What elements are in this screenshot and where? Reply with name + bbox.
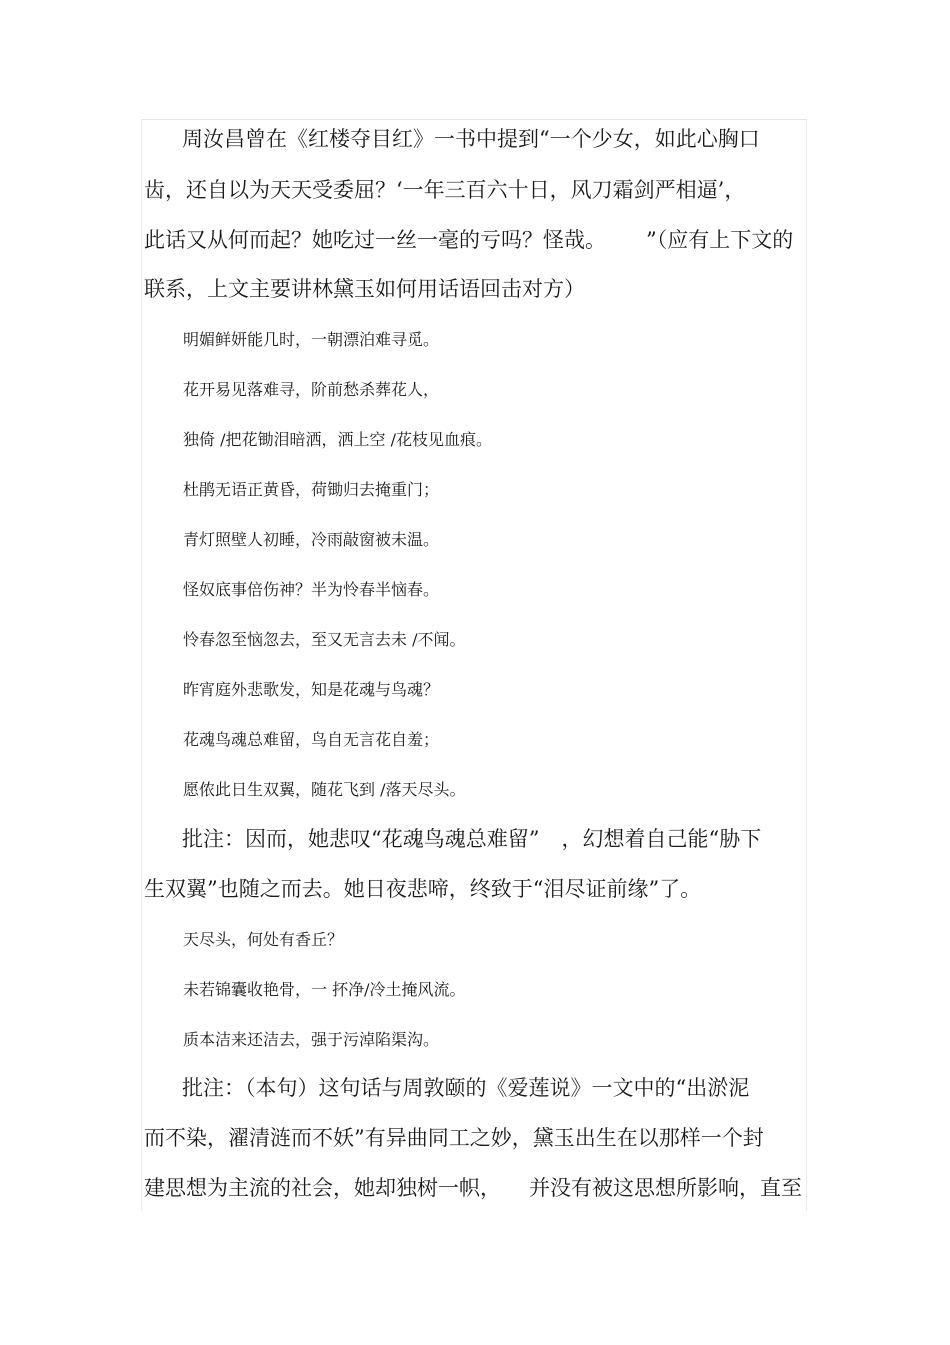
annotation-1-line-1b: ，幻想着自己能“胁下 xyxy=(561,827,762,851)
poem-line: 青灯照壁人初睡，冷雨敲窗被未温。 xyxy=(183,530,440,549)
intro-line-3a: 此话又从何而起？她吃过一丝一毫的亏吗？怪哉。 xyxy=(144,228,606,252)
poem-line: 怜春忽至恼忽去，至又无言去未 /不闻。 xyxy=(183,630,466,649)
poem-line: 独倚 /把花锄泪暗洒，洒上空 /花枝见血痕。 xyxy=(183,430,492,449)
intro-line-4: 联系，上文主要讲林黛玉如何用话语回击对方） xyxy=(144,277,585,301)
annotation-2-line-2: 而不染，濯清涟而不妖”有异曲同工之妙，黛玉出生在以那样一个封 xyxy=(144,1126,764,1150)
annotation-1-line-2: 生双翼”也随之而去。她日夜悲啼，终致于“泪尽证前缘”了。 xyxy=(144,877,702,901)
poem-line: 天尽头，何处有香丘？ xyxy=(183,930,344,949)
annotation-2-line-3a: 建思想为主流的社会，她却独树一帜， xyxy=(144,1176,501,1200)
poem-line: 质本洁来还洁去，强于污淖陷渠沟。 xyxy=(183,1030,440,1049)
annotation-1-line-1 xyxy=(182,829,761,850)
annotation-1-line-1a: 批注：因而，她悲叹“花魂鸟魂总难留” xyxy=(182,827,540,851)
poem-line: 愿侬此日生双翼，随花飞到 /落天尽头。 xyxy=(183,780,466,799)
poem-line: 未若锦囊收艳骨，一 抔净/冷土掩风流。 xyxy=(183,980,466,999)
intro-line-3b: ”（应有上下文的 xyxy=(646,228,794,252)
poem-line: 花开易见落难寻，阶前愁杀葬花人， xyxy=(183,380,440,399)
poem-line: 花魂鸟魂总难留，鸟自无言花自羞； xyxy=(183,730,440,749)
intro-line-1: 周汝昌曾在《红楼夺目红》一书中提到“一个少女，如此心胸口 xyxy=(182,127,760,151)
annotation-2-line-3b: 并没有被这思想所影响，直至 xyxy=(529,1176,802,1200)
poem-line: 怪奴底事倍伤神？半为怜春半恼春。 xyxy=(183,580,440,599)
annotation-2-line-1: 批注：（本句）这句话与周敦颐的《爱莲说》一文中的“出淤泥 xyxy=(182,1076,750,1100)
intro-line-2: 齿，还自以为天天受委屈？‘一年三百六十日，风刀霜剑严相逼’， xyxy=(144,178,746,202)
annotation-2-line-3 xyxy=(144,1178,802,1199)
poem-line: 昨宵庭外悲歌发，知是花魂与鸟魂？ xyxy=(183,680,440,699)
intro-line-3 xyxy=(144,230,793,251)
poem-line: 明媚鲜妍能几时，一朝漂泊难寻觅。 xyxy=(183,330,440,349)
poem-line: 杜鹃无语正黄昏，荷锄归去掩重门； xyxy=(183,480,440,499)
